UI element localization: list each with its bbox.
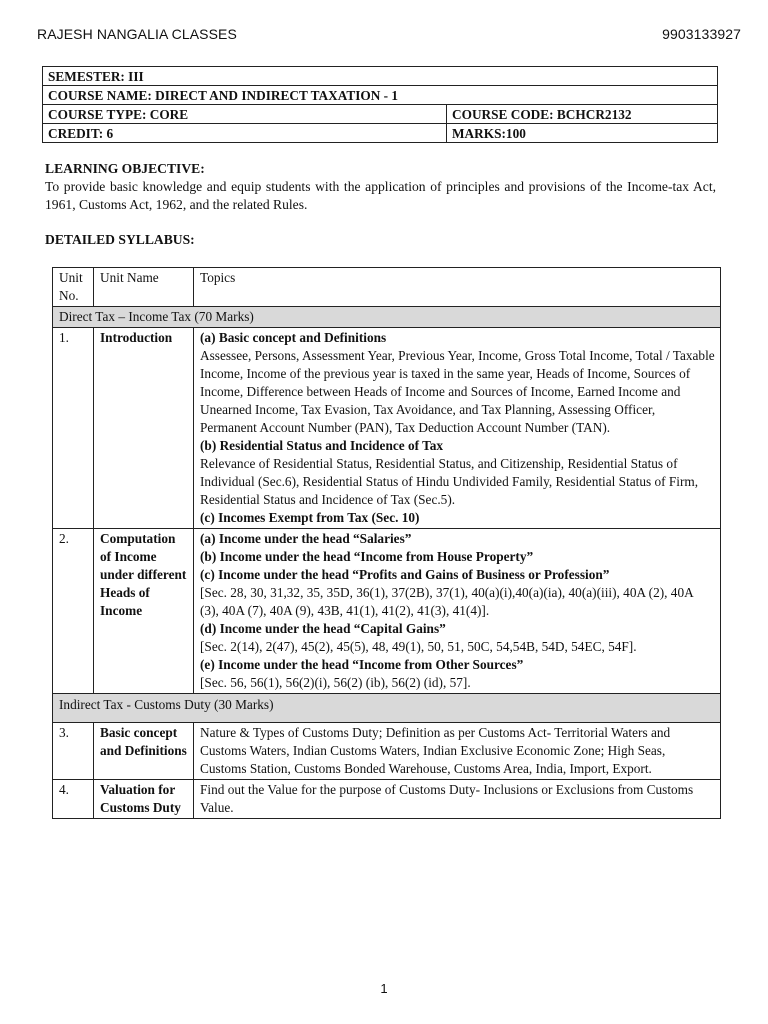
objective-heading: LEARNING OBJECTIVE: — [45, 161, 205, 176]
table-row — [53, 328, 721, 529]
marks: MARKS:100 — [447, 124, 718, 143]
phone-number: 9903133927 — [662, 26, 741, 42]
table-row — [53, 723, 721, 780]
objective-text: To provide basic knowledge and equip students with the application of principles and provisions of the Income-tax Act, 1961, Customs Act, 1962, and the related Rules. — [45, 179, 716, 212]
unit-name: Introduction — [94, 328, 194, 529]
topic-text: Assessee, Persons, Assessment Year, Previous Year, Income, Gross Total Income, Total / Taxable Income, Income of the previous year is taxed in the same year, Heads of Income, Sources of Income, Difference between Heads of Income and Sources of Income, Earned Income and Unearned Income, Tax Evasion, Tax Avoidance, and Tax Planning, Assessing Officer, Permanent Account Number (PAN), Tax Deduction Account Number (TAN). — [200, 348, 715, 435]
section-indirect-tax: Indirect Tax - Customs Duty (30 Marks) — [53, 694, 721, 723]
unit-topics: Nature & Types of Customs Duty; Definition as per Customs Act- Territorial Waters and Customs Waters, Indian Customs Waters, Indian Exclusive Economic Zone; High Seas, Customs Station, Customs Bonded Warehouse, Customs Area, India, Import, Export. — [194, 723, 721, 780]
table-row — [53, 780, 721, 819]
topic-text: [Sec. 28, 30, 31,32, 35, 35D, 36(1), 37(2B), 37(1), 40(a)(i),40(a)(ia), 40(a)(iii), 40A (2), 40A (3), 40A (7), 40A (9), 43B, 41(1), 41(2), 41(3), 41(4)]. — [200, 585, 693, 618]
course-type: COURSE TYPE: CORE — [43, 105, 447, 124]
topic-title: (d) Income under the head “Capital Gains” — [200, 621, 446, 636]
unit-name: Valuation for Customs Duty — [94, 780, 194, 819]
topic-title: (c) Incomes Exempt from Tax (Sec. 10) — [200, 510, 420, 525]
header-unit-name: Unit Name — [94, 268, 194, 307]
topic-title: (a) Basic concept and Definitions — [200, 330, 387, 345]
header-unit-no: Unit No. — [53, 268, 94, 307]
section-direct-tax: Direct Tax – Income Tax (70 Marks) — [53, 307, 721, 328]
header-topics: Topics — [194, 268, 721, 307]
table-row — [53, 529, 721, 694]
unit-name: Basic concept and Definitions — [94, 723, 194, 780]
topic-text: Relevance of Residential Status, Residential Status, and Citizenship, Residential Status of Individual (Sec.6), Residential Status of Hindu Undivided Family, Residential Status of Firm, Residential Status and Incidence of Tax (Sec.5). — [200, 456, 699, 507]
unit-no: 2. — [53, 529, 94, 694]
institute-name: RAJESH NANGALIA CLASSES — [37, 26, 237, 42]
section-row — [53, 694, 721, 723]
topic-title: (c) Income under the head “Profits and Gains of Business or Profession” — [200, 567, 610, 582]
section-row — [53, 307, 721, 328]
unit-topics — [194, 328, 721, 529]
semester: SEMESTER: III — [43, 67, 718, 86]
unit-name: Computation of Income under different Heads of Income — [94, 529, 194, 694]
topic-text: [Sec. 2(14), 2(47), 45(2), 45(5), 48, 49(1), 50, 51, 50C, 54,54B, 54D, 54EC, 54F]. — [200, 639, 637, 654]
unit-topics — [194, 529, 721, 694]
credit: CREDIT: 6 — [43, 124, 447, 143]
table-header-row — [53, 268, 721, 307]
page-number: 1 — [380, 981, 388, 996]
unit-no: 3. — [53, 723, 94, 780]
unit-topics: Find out the Value for the purpose of Customs Duty- Inclusions or Exclusions from Customs Value. — [194, 780, 721, 819]
syllabus-heading: DETAILED SYLLABUS: — [45, 232, 195, 247]
course-code: COURSE CODE: BCHCR2132 — [447, 105, 718, 124]
course-name: COURSE NAME: DIRECT AND INDIRECT TAXATION - 1 — [43, 86, 718, 105]
topic-title: (b) Income under the head “Income from House Property” — [200, 549, 534, 564]
syllabus-table — [52, 267, 721, 819]
topic-title: (e) Income under the head “Income from Other Sources” — [200, 657, 524, 672]
topic-title: (a) Income under the head “Salaries” — [200, 531, 412, 546]
topic-title: (b) Residential Status and Incidence of Tax — [200, 438, 444, 453]
learning-objective — [45, 160, 716, 214]
unit-no: 4. — [53, 780, 94, 819]
course-info-table — [42, 66, 718, 143]
unit-no: 1. — [53, 328, 94, 529]
topic-text: [Sec. 56, 56(1), 56(2)(i), 56(2) (ib), 56(2) (id), 57]. — [200, 675, 471, 690]
